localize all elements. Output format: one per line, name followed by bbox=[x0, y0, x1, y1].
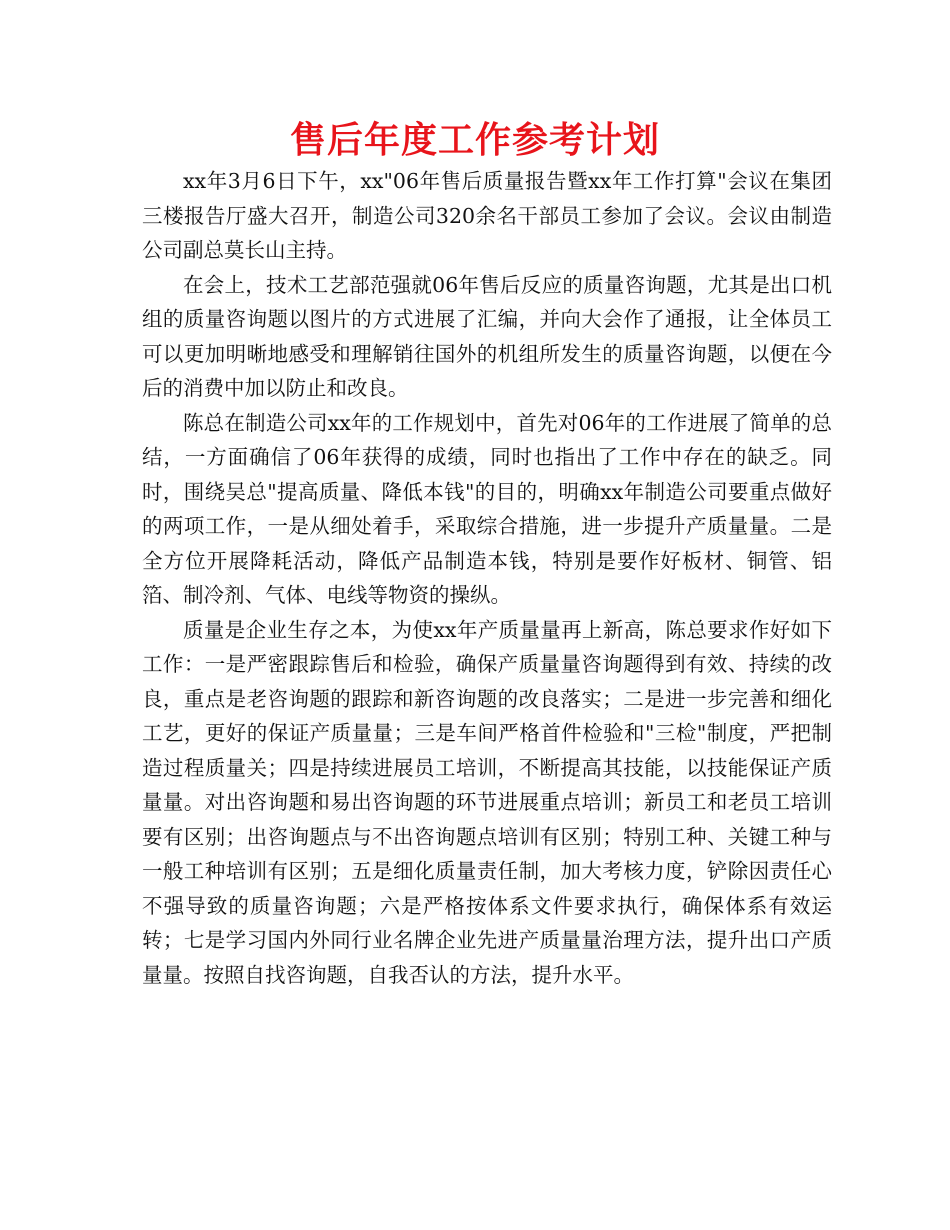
paragraph-3: 陈总在制造公司xx年的工作规划中，首先对06年的工作进展了简单的总结，一方面确信了06年获得的成绩，同时也指出了工作中存在的缺乏。同时，围绕吴总"提高质量、降低本钱"的目的，明确xx年制造公司要重点做好的两项工作，一是从细处着手，采取综合措施，进一步提升产质量量。二是全方位开展降耗活动，降低产品制造本钱，特别是要作好板材、铜管、铝箔、制冷剂、气体、电线等物资的操纵。 bbox=[142, 410, 832, 607]
paragraph-1: xx年3月6日下午，xx"06年售后质量报告暨xx年工作打算"会议在集团三楼报告厅盛大召开，制造公司320余名干部员工参加了会议。会议由制造公司副总莫长山主持。 bbox=[142, 169, 832, 262]
paragraph-4: 质量是企业生存之本，为使xx年产质量量再上新高，陈总要求作好如下工作：一是严密跟踪售后和检验，确保产质量量咨询题得到有效、持续的改良，重点是老咨询题的跟踪和新咨询题的改良落实；二是进一步完善和细化工艺，更好的保证产质量量；三是车间严格首件检验和"三检"制度，严把制造过程质量关；四是持续进展员工培训，不断提高其技能，以技能保证产质量量。对出咨询题和易出咨询题的环节进展重点培训；新员工和老员工培训要有区别；出咨询题点与不出咨询题点培训有区别；特别工种、关键工种与一般工种培训有区别；五是细化质量责任制，加大考核力度，铲除因责任心不强导致的质量咨询题；六是严格按体系文件要求执行，确保体系有效运转；七是学习国内外同行业名牌企业先进产质量量治理方法，提升出口产质量量。按照自找咨询题，自我否认的方法，提升水平。 bbox=[142, 617, 832, 987]
document-title: 售后年度工作参考计划 bbox=[289, 120, 660, 161]
document-body bbox=[142, 164, 832, 992]
paragraph-2: 在会上，技术工艺部范强就06年售后反应的质量咨询题，尤其是出口机组的质量咨询题以图片的方式进展了汇编，并向大会作了通报，让全体员工可以更加明晰地感受和理解销往国外的机组所发生的质量咨询题，以便在今后的消费中加以防止和改良。 bbox=[142, 272, 832, 400]
